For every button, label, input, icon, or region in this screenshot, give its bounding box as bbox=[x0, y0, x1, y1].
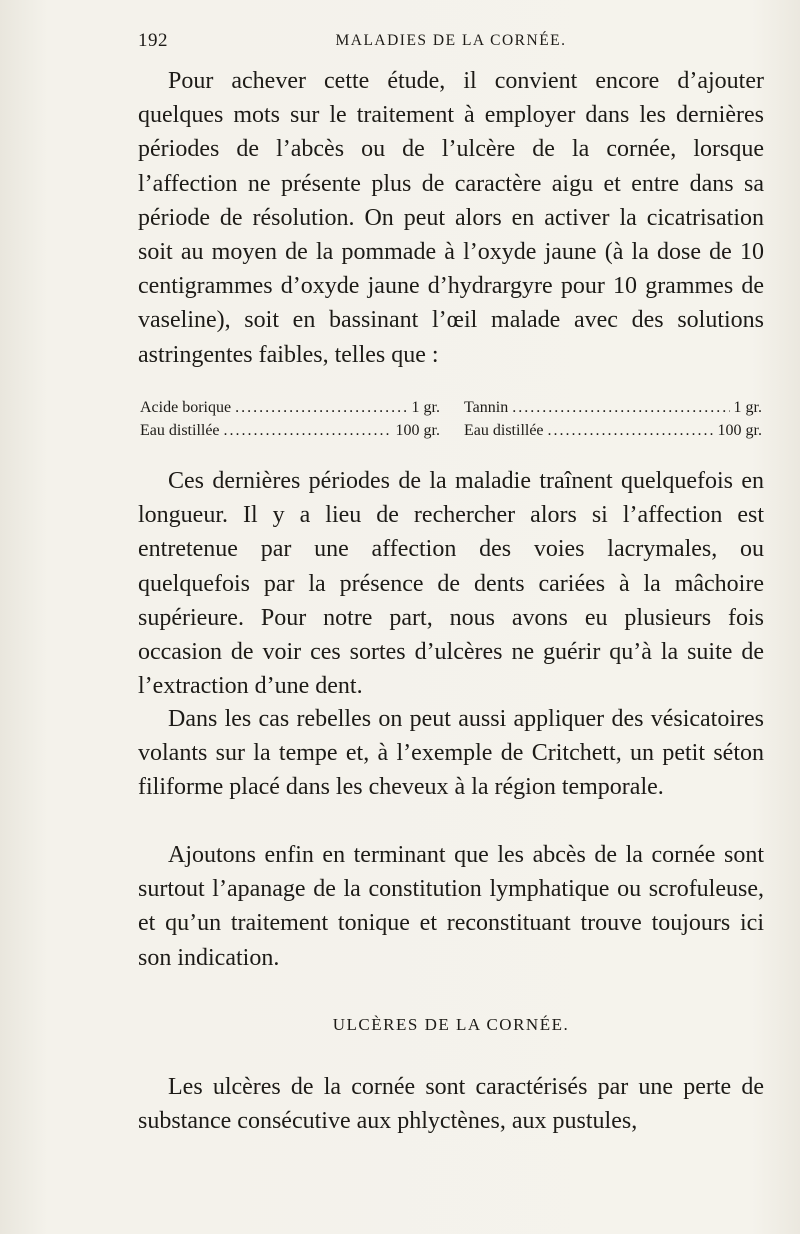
ingredient-name: Eau distillée bbox=[140, 422, 220, 439]
running-head: MALADIES DE LA CORNÉE. bbox=[335, 32, 567, 49]
ingredient-quantity: 1 gr. bbox=[733, 399, 762, 416]
paragraph-4 bbox=[138, 838, 764, 975]
ingredient-quantity: 1 gr. bbox=[411, 399, 440, 416]
prescription-left bbox=[140, 396, 440, 442]
dot-leader bbox=[548, 419, 714, 442]
ingredient-name: Acide borique bbox=[140, 399, 232, 416]
ingredient-quantity: 100 gr. bbox=[717, 422, 762, 439]
paragraph-2-text: Ces dernières périodes de la maladie traînent quelquefois en longueur. Il y a lieu de rechercher alors si l’affection est entretenue par une affection des voies lacrymales, ou quelquefois par la présence de dents cariées à la mâchoire supérieure. Pour notre part, nous avons eu plusieurs fois occasion de voir ces sortes d’ulcères ne guérir qu’à la suite de l’extraction d’une dent. bbox=[138, 468, 764, 700]
prescription-row bbox=[140, 419, 440, 442]
prescription-row bbox=[464, 396, 762, 419]
ingredient-quantity: 100 gr. bbox=[395, 422, 440, 439]
prescription-row bbox=[140, 396, 440, 419]
paragraph-5-text: Les ulcères de la cornée sont caractérisés par une perte de substance consécutive aux phlyctènes, aux pustules, bbox=[138, 1074, 764, 1135]
paragraph-3 bbox=[138, 702, 764, 805]
section-title: ULCÈRES DE LA CORNÉE. bbox=[332, 1015, 570, 1034]
paragraph-1 bbox=[138, 64, 764, 372]
paragraph-4-text: Ajoutons enfin en terminant que les abcès de la cornée sont surtout l’apanage de la constitution lymphatique ou scrofuleuse, et qu’un traitement tonique et reconstituant trouve toujours ici son indication. bbox=[138, 842, 764, 971]
paragraph-5 bbox=[138, 1070, 764, 1138]
prescription-row bbox=[464, 419, 762, 442]
paragraph-2 bbox=[138, 464, 764, 703]
dot-leader bbox=[235, 396, 407, 419]
dot-leader bbox=[512, 396, 729, 419]
paragraph-1-text: Pour achever cette étude, il convient encore d’ajouter quelques mots sur le traitement à employer dans les dernières périodes de l’abcès ou de l’ulcère de la cornée, lorsque l’affection ne présente plus de caractère aigu et entre dans sa période de résolution. On peut alors en activer la cicatrisation soit au moyen de la pommade à l’oxyde jaune (à la dose de 10 centigrammes d’oxyde jaune d’hydrargyre pour 10 grammes de vaseline), soit en bassinant l’œil malade avec des solutions astringentes faibles, telles que : bbox=[138, 68, 764, 368]
dot-leader bbox=[224, 419, 392, 442]
ingredient-name: Tannin bbox=[464, 399, 509, 416]
paragraph-3-text: Dans les cas rebelles on peut aussi appliquer des vésicatoires volants sur la tempe et, à l’exemple de Critchett, un petit séton filiforme placé dans les cheveux à la région temporale. bbox=[138, 706, 764, 801]
page-number: 192 bbox=[138, 30, 168, 51]
ingredient-name: Eau distillée bbox=[464, 422, 544, 439]
prescription-right bbox=[464, 396, 762, 442]
page-header bbox=[138, 30, 764, 58]
